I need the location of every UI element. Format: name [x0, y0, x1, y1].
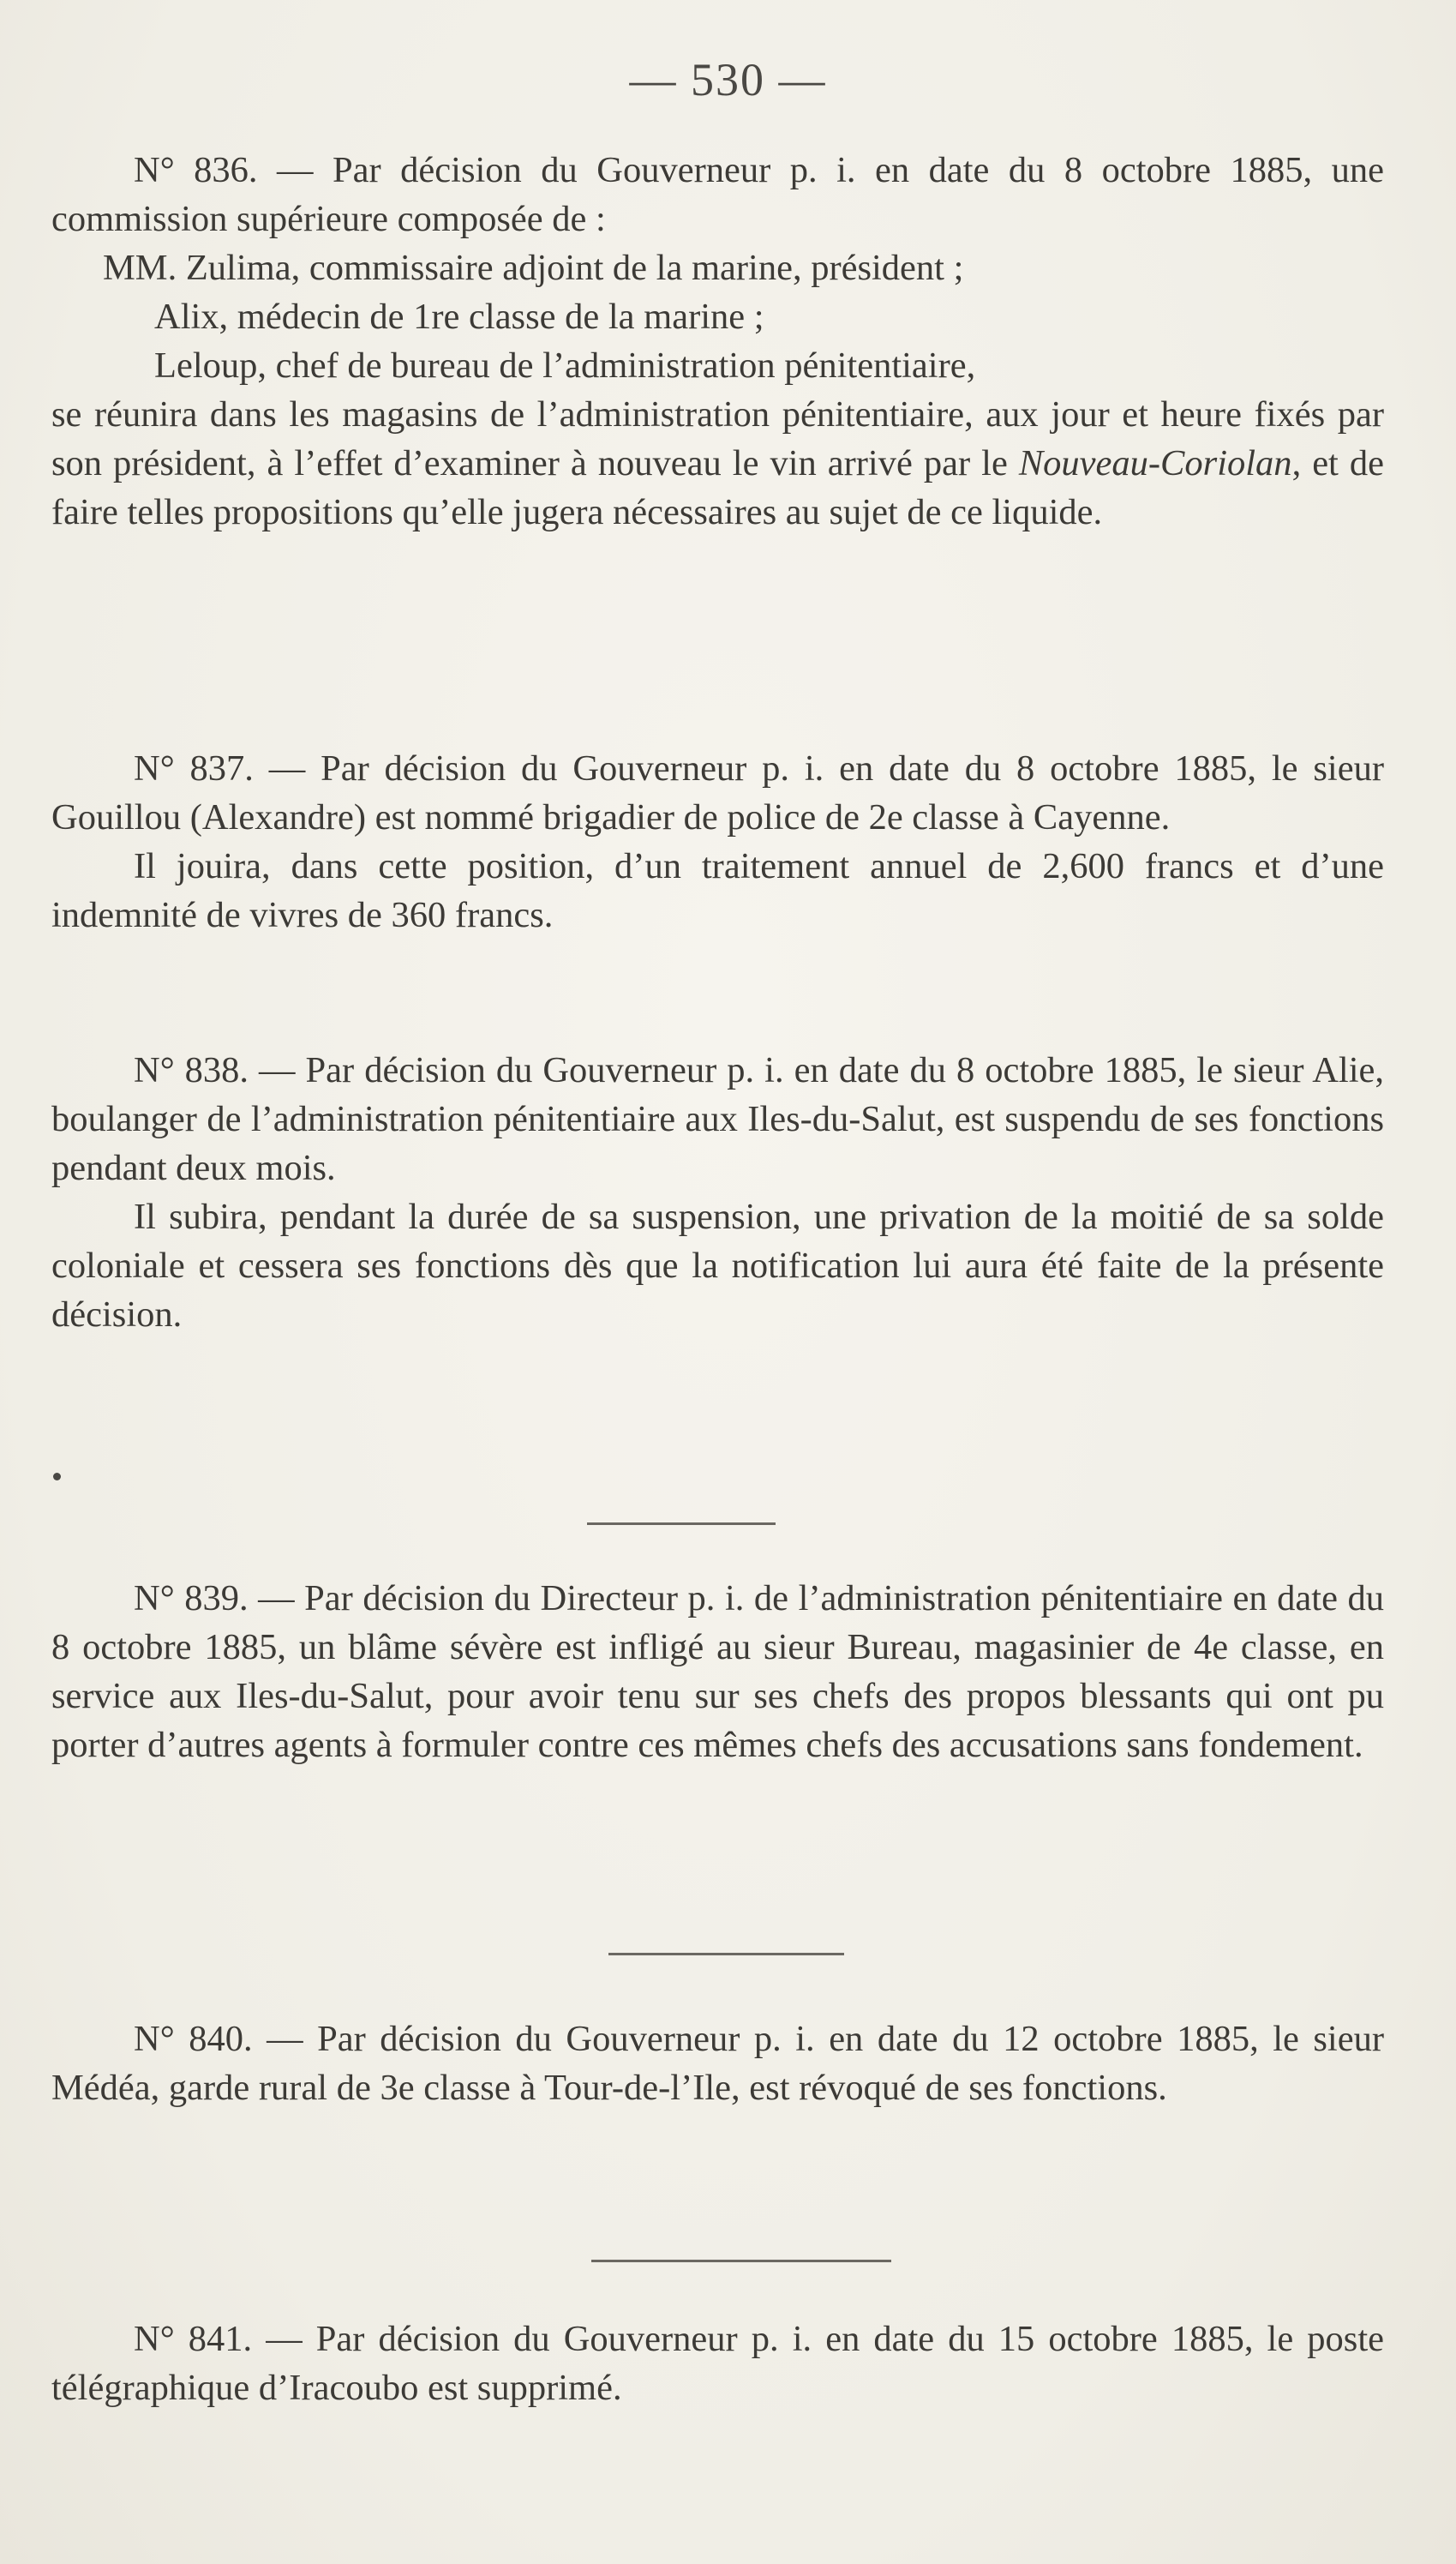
- decision-838-text: N° 838. — Par décision du Gouverneur p. i. en date du 8 octobre 1885, le sieur Alie, boulanger de l’administration pénitentiaire aux Iles-du-Salut, est suspendu de ses fonctions pendant deux mois.: [51, 1050, 1384, 1188]
- decision-841: [51, 2315, 1384, 2412]
- decision-841-text: N° 841. — Par décision du Gouverneur p. i. en date du 15 octobre 1885, le poste télégraphique d’Iracoubo est supprimé.: [51, 2319, 1384, 2408]
- decision-836-member-1: MM. Zulima, commissaire adjoint de la marine, président ;: [103, 248, 964, 288]
- decision-840: [51, 2015, 1384, 2112]
- decision-836-member-3: Leloup, chef de bureau de l’administration pénitentiaire,: [154, 345, 976, 386]
- decision-838: [51, 1046, 1384, 1339]
- decision-839: [51, 1574, 1384, 1769]
- separator-rule: [608, 1953, 844, 1955]
- decision-839-text: N° 839. — Par décision du Directeur p. i. de l’administration pénitentiaire en date du 8 octobre 1885, un blâme sévère est infligé au sieur Bureau, magasinier de 4e classe, en service aux Iles-du-Salut, pour avoir tenu sur ses chefs des propos blessants qui ont pu porter d’autres agents à formuler contre ces mêmes chefs des accusations sans fondement.: [51, 1578, 1384, 1765]
- decision-836-body: [51, 390, 1384, 537]
- decision-837-text-2: Il jouira, dans cette position, d’un traitement annuel de 2,600 francs et d’une indemnité de vivres de 360 francs.: [51, 846, 1384, 935]
- decision-836-intro: N° 836. — Par décision du Gouverneur p. i. en date du 8 octobre 1885, une commission supérieure composée de :: [51, 150, 1384, 239]
- separator-rule: [591, 2260, 891, 2262]
- decision-838-text-2: Il subira, pendant la durée de sa suspension, une privation de la moitié de sa solde coloniale et cessera ses fonctions dès que la notification lui aura été faite de la présente décision.: [51, 1197, 1384, 1335]
- decision-836-body-text: se réunira dans les magasins de l’administration pénitentiaire, aux jour et heure fixés par son président, à l’effet d’examiner à nouveau le vin arrivé par le: [51, 394, 1384, 483]
- decision-836-member-2: Alix, médecin de 1re classe de la marine ;: [154, 297, 764, 337]
- ink-speck: [53, 1473, 61, 1480]
- decision-836-body-end: , et de faire telles propositions qu’elle jugera nécessaires au sujet de ce liquide.: [51, 443, 1384, 532]
- decision-837: [51, 744, 1384, 940]
- decision-840-text: N° 840. — Par décision du Gouverneur p. i. en date du 12 octobre 1885, le sieur Médéa, garde rural de 3e classe à Tour-de-l’Ile, est révoqué de ses fonctions.: [51, 2019, 1384, 2108]
- page-number: — 530 —: [629, 54, 827, 105]
- separator-rule: [587, 1522, 776, 1525]
- decision-837-text: N° 837. — Par décision du Gouverneur p. i. en date du 8 octobre 1885, le sieur Gouillou (Alexandre) est nommé brigadier de police de 2e classe à Cayenne.: [51, 748, 1384, 838]
- ship-name: Nouveau-Coriolan: [1018, 443, 1292, 483]
- decision-836: [51, 146, 1384, 537]
